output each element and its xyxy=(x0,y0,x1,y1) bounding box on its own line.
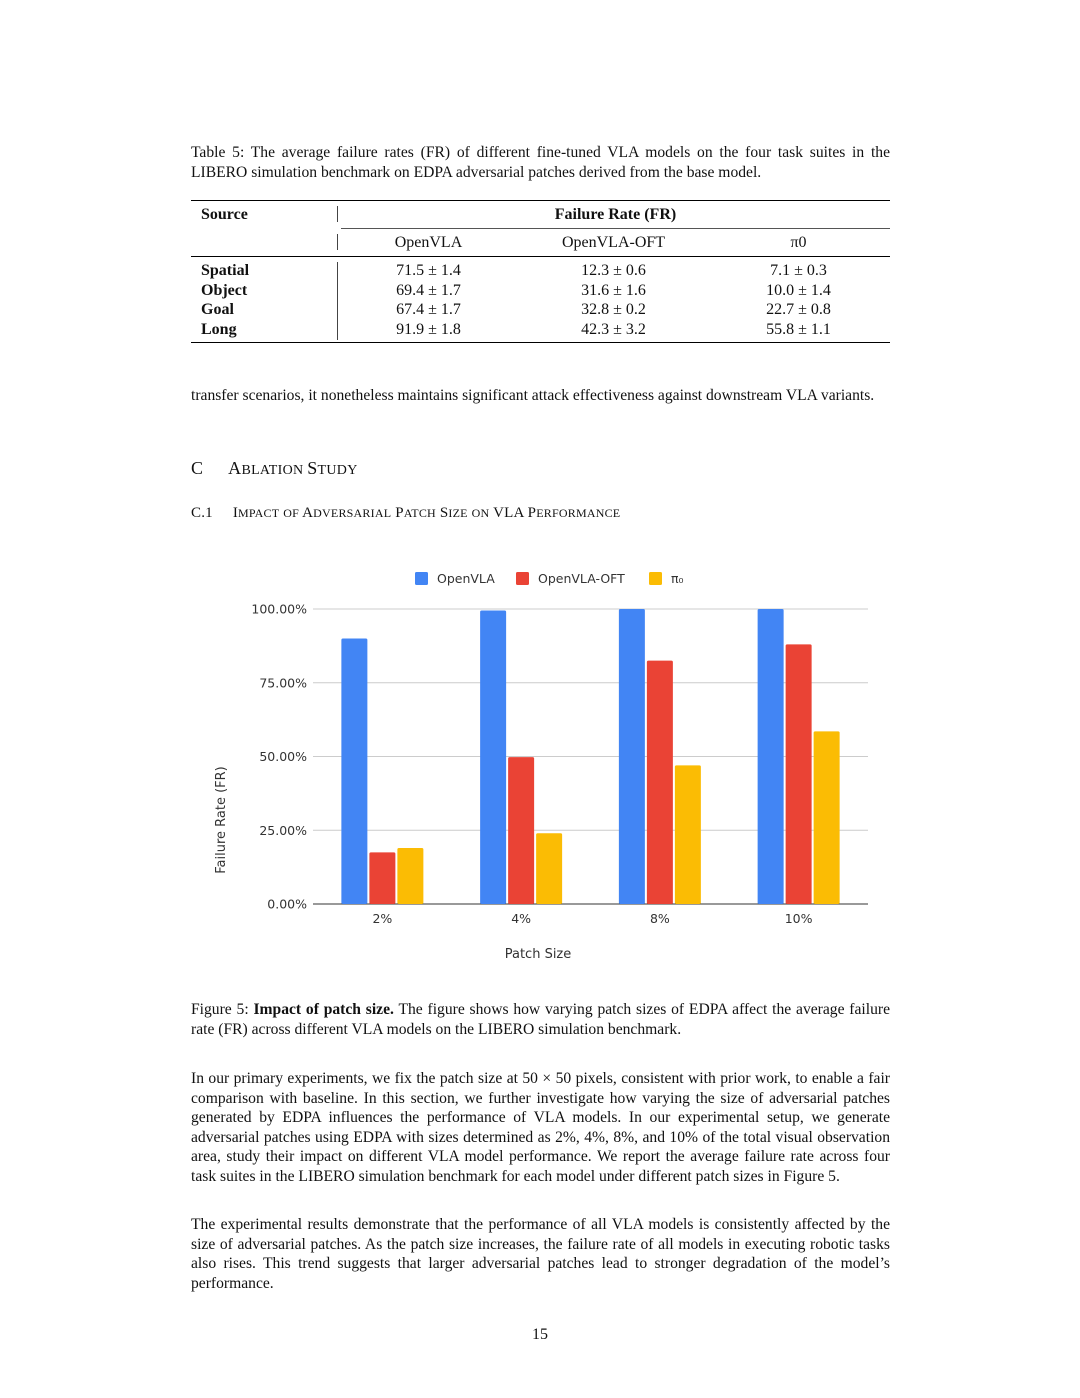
table-top-rule xyxy=(191,200,890,201)
bar xyxy=(480,610,506,904)
table-divider xyxy=(337,206,338,222)
y-tick-label: 100.00% xyxy=(251,601,307,617)
x-tick-label: 4% xyxy=(511,911,532,926)
legend-label: π₀ xyxy=(671,571,684,586)
section-title-part: TUDY xyxy=(317,463,358,478)
table-divider xyxy=(337,234,338,250)
x-tick-label: 10% xyxy=(784,911,813,926)
table-cell: 71.5 ± 1.4 xyxy=(396,262,461,279)
section-title-part: S xyxy=(307,458,318,478)
bar xyxy=(536,833,562,904)
section-title-part: A xyxy=(228,458,242,478)
x-tick-label: 8% xyxy=(649,911,670,926)
bar xyxy=(508,757,534,904)
bar xyxy=(675,765,701,904)
legend-swatch xyxy=(649,572,662,585)
table-cell: 10.0 ± 1.4 xyxy=(766,281,831,299)
column-header: OpenVLA xyxy=(394,234,463,251)
table-cell: 22.7 ± 0.8 xyxy=(766,301,831,318)
figure-caption xyxy=(191,1000,890,1039)
paragraph-transfer: transfer scenarios, it nonetheless maintains significant attack effectiveness against downstream VLA variants. xyxy=(191,387,875,404)
x-tick-label: 2% xyxy=(372,911,393,926)
table-bottom-rule xyxy=(191,342,890,343)
table-group-rule xyxy=(341,228,890,229)
table-cell: 42.3 ± 3.2 xyxy=(581,320,646,338)
bar xyxy=(758,609,784,904)
column-header: OpenVLA-OFT xyxy=(561,234,666,251)
header-failure-rate: Failure Rate (FR) xyxy=(554,206,677,223)
row-source: Spatial xyxy=(201,262,250,279)
table-cell: 7.1 ± 0.3 xyxy=(770,262,827,279)
table-header-rule xyxy=(191,256,890,257)
page-number: 15 xyxy=(532,1326,548,1343)
legend-label: OpenVLA xyxy=(437,571,495,586)
patch-size-bar-chart xyxy=(200,555,890,975)
legend-swatch xyxy=(516,572,529,585)
legend-label: OpenVLA-OFT xyxy=(538,571,625,586)
section-title-part: BLATION xyxy=(241,463,308,478)
section-number: C xyxy=(191,458,204,478)
bar xyxy=(786,644,812,904)
bar xyxy=(647,661,673,904)
bar xyxy=(397,848,423,904)
subsection-number: C.1 xyxy=(191,505,213,521)
row-source: Goal xyxy=(201,301,234,318)
bar xyxy=(814,731,840,904)
table-cell: 67.4 ± 1.7 xyxy=(396,301,461,318)
table-cell: 32.8 ± 0.2 xyxy=(581,301,646,318)
legend-swatch xyxy=(415,572,428,585)
table-cell: 12.3 ± 0.6 xyxy=(581,262,646,279)
paragraph-1: In our primary experiments, we fix the patch size at 50 × 50 pixels, consistent with prior work, to enable a fair comparison with baseline. In this section, we further investigate how varying the size of adversarial patches generated by EDPA influences the performance of VLA models. In our experimental setup, we generate adversarial patches using EDPA with sizes determined as 2%, 4%, 8%, and 10% of the total visual observation area, study their impact on different VLA model performance. We report the average failure rate across four task suites in the LIBERO simulation benchmark for each model under different patch sizes in Figure 5. xyxy=(191,1070,890,1185)
table-cell: 69.4 ± 1.7 xyxy=(396,281,461,299)
figure-label: Figure 5: xyxy=(191,1001,249,1018)
y-tick-label: 75.00% xyxy=(259,675,307,691)
table-cell: 31.6 ± 1.6 xyxy=(581,281,646,299)
table-caption: Table 5: The average failure rates (FR) of different fine-tuned VLA models on the four task suites in the LIBERO simulation benchmark on EDPA adversarial patches derived from the base model. xyxy=(191,144,890,181)
chart-gridlines xyxy=(313,609,868,904)
paragraph-2: The experimental results demonstrate that the performance of all VLA models is consistently affected by the size of adversarial patches. As the patch size increases, the failure rate of all models in executing robotic tasks also rises. This trend suggests that larger adversarial patches lead to stronger degradation of the model’s performance. xyxy=(191,1216,890,1292)
chart-legend xyxy=(415,571,684,586)
row-source: Long xyxy=(201,320,237,338)
bar xyxy=(369,852,395,904)
bar xyxy=(619,609,645,904)
section-heading xyxy=(191,458,890,479)
results-table xyxy=(191,200,890,350)
subsection-title: IMPACT OF ADVERSARIAL PATCH SIZE ON VLA PERFORMANCE xyxy=(232,505,621,521)
y-tick-label: 50.00% xyxy=(259,749,307,764)
header-source: Source xyxy=(201,206,248,223)
y-axis-label: Failure Rate (FR) xyxy=(214,766,229,874)
row-source: Object xyxy=(201,281,248,299)
column-header: π0 xyxy=(790,234,807,251)
y-tick-label: 0.00% xyxy=(267,896,307,912)
figure-caption-bold: Impact of patch size. xyxy=(253,1001,394,1018)
bar xyxy=(341,639,367,905)
table-cell: 55.8 ± 1.1 xyxy=(766,320,831,338)
y-tick-label: 25.00% xyxy=(259,822,307,838)
x-axis-label: Patch Size xyxy=(504,947,572,962)
table-divider xyxy=(337,262,338,340)
table-cell: 91.9 ± 1.8 xyxy=(396,320,461,338)
subsection-heading xyxy=(191,505,890,522)
figure-caption-text: The figure shows how varying patch sizes of EDPA affect the average failure rate (FR) across different VLA models on the LIBERO simulation benchmark. xyxy=(191,1001,890,1038)
